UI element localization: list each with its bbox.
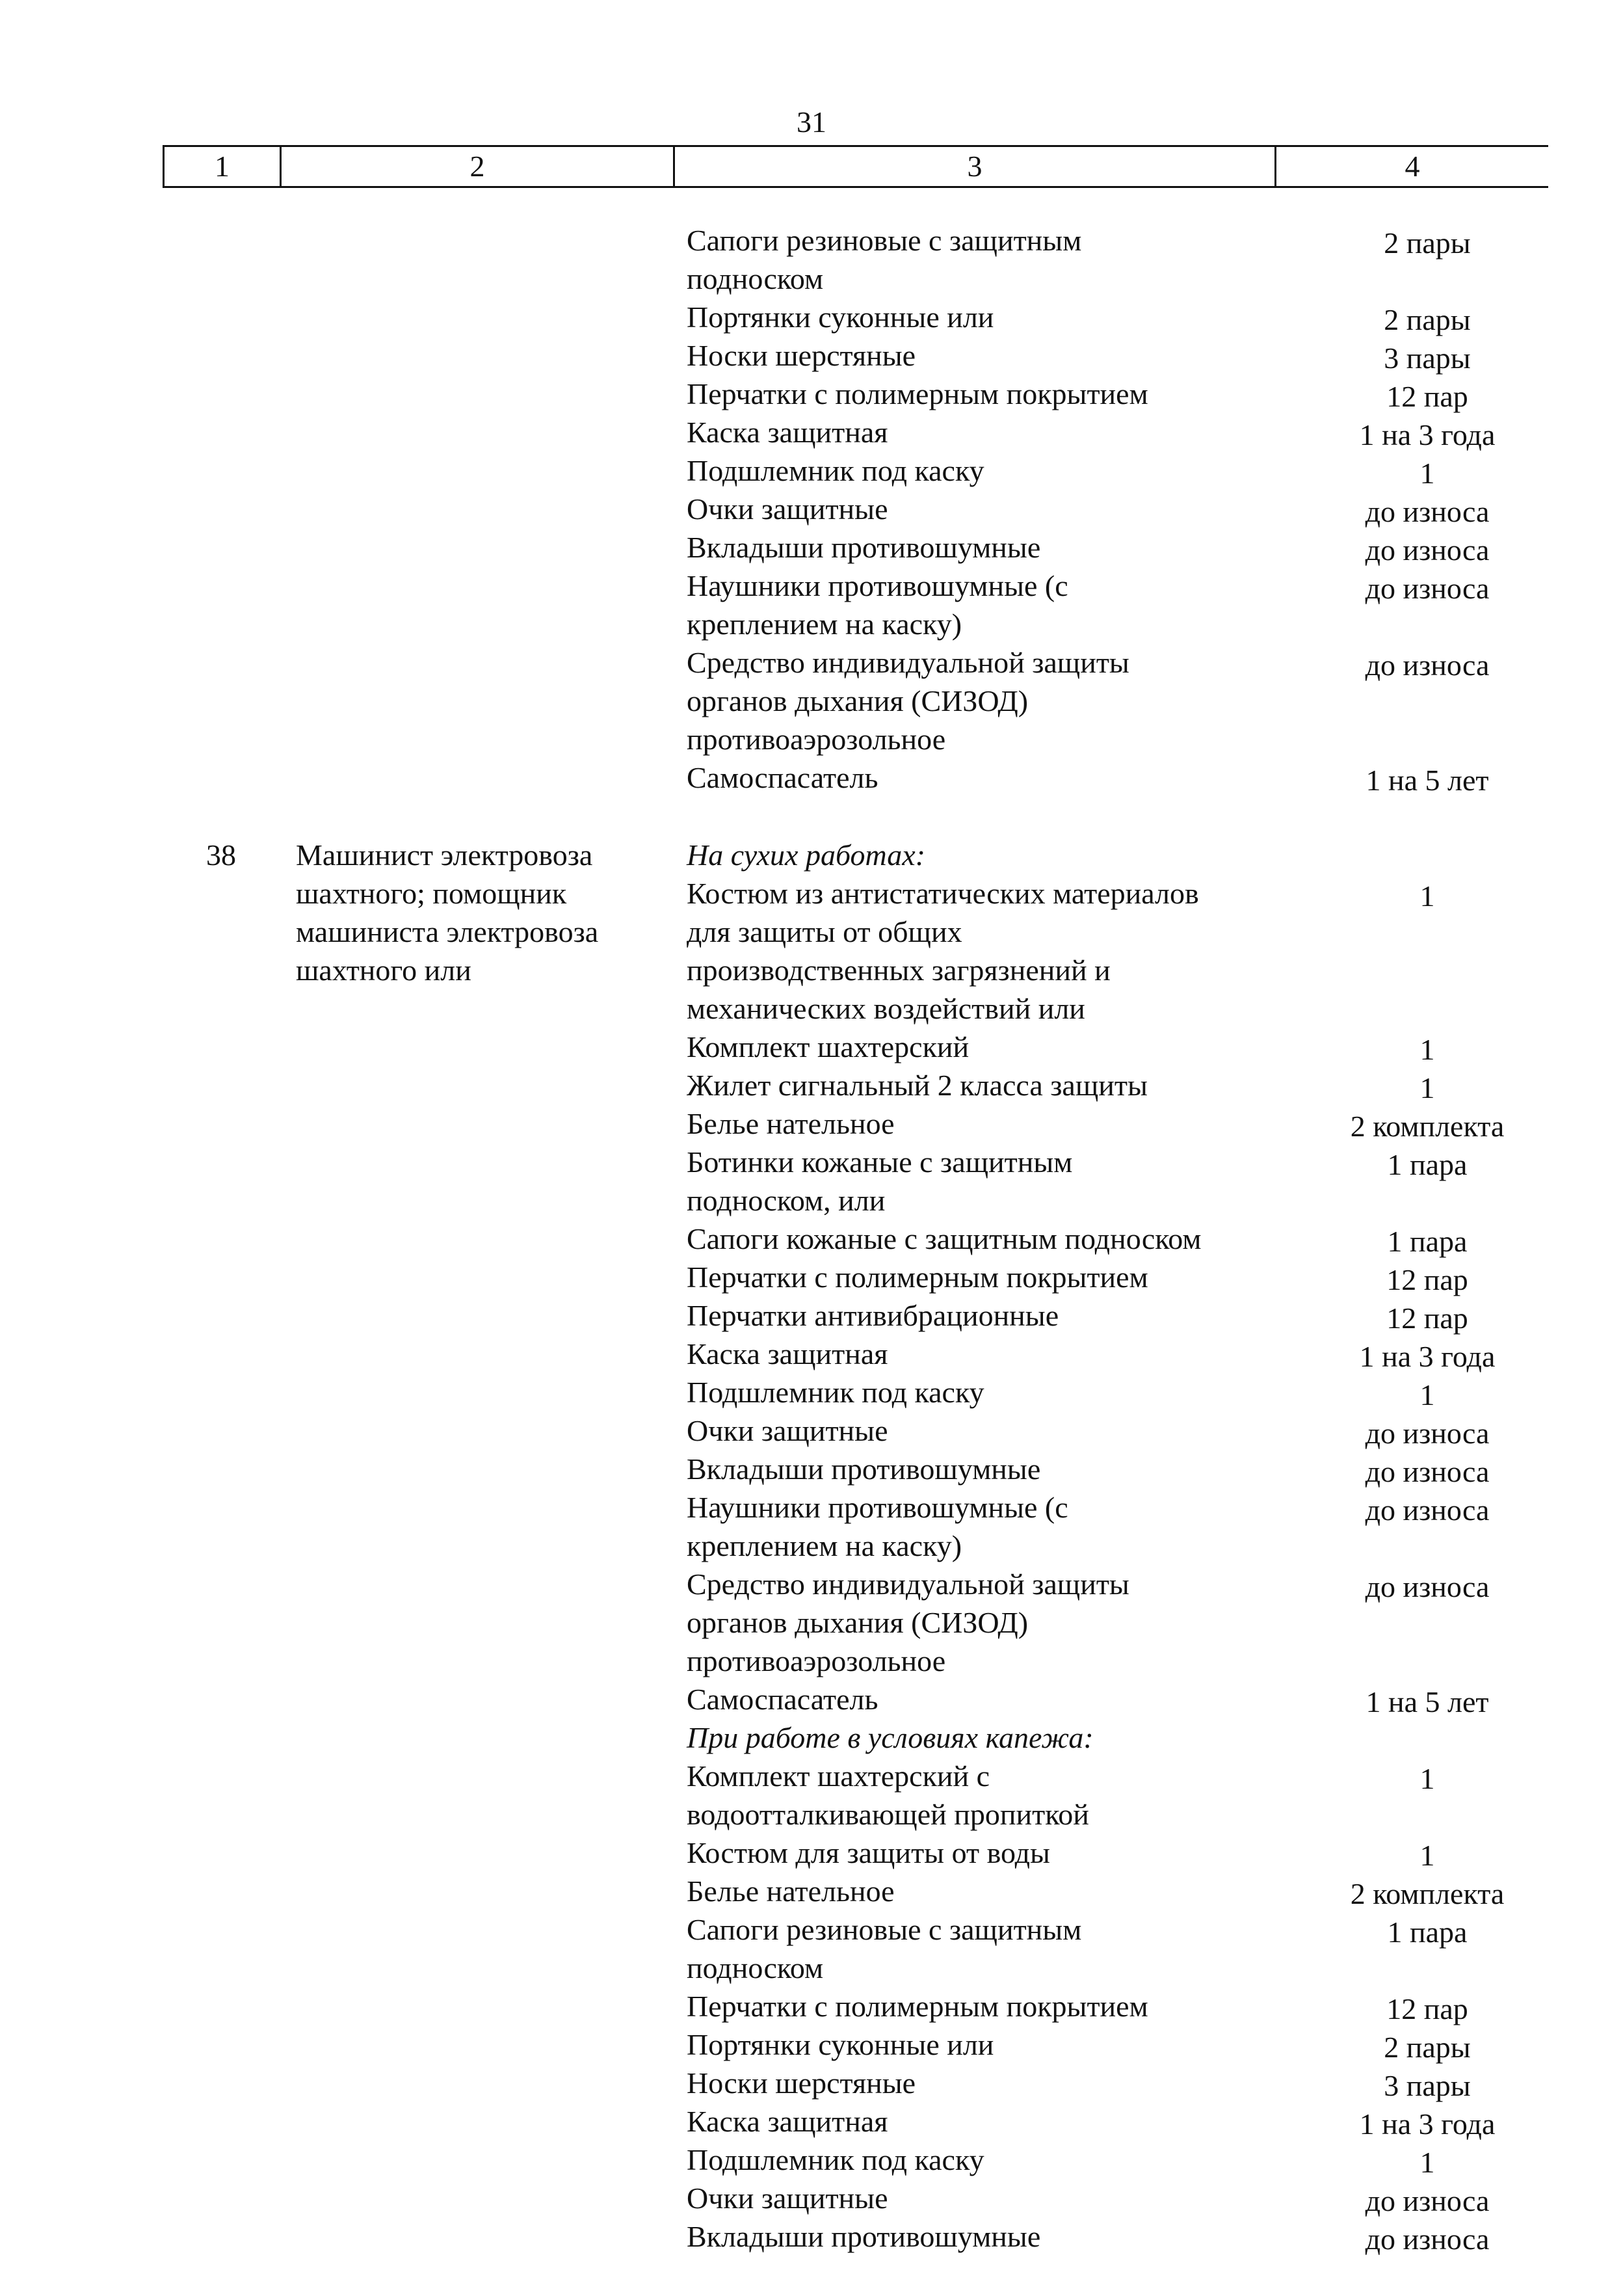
table-row [0,874,1623,1028]
ppe-item-name: Вкладыши противошумные [687,1452,1041,1486]
ppe-issue-norm: до износа [1365,2184,1490,2217]
table-row [0,1066,1623,1104]
ppe-item-name: Вкладыши противошумные [687,2220,1041,2253]
ppe-issue-norm: до износа [1365,533,1490,567]
header-col-1: 1 [165,147,282,186]
ppe-issue-norm: 1 [1419,1071,1435,1104]
table-row [0,1143,1623,1220]
ppe-item-name: Перчатки с полимерным покрытием [687,377,1148,410]
ppe-item-name: Портянки суконные или [687,2028,994,2061]
ppe-item-name: Перчатки с полимерным покрытием [687,1990,1148,2023]
ppe-item-name: Подшлемник под каску [687,2143,984,2176]
table-row [0,2217,1623,2256]
table-row [0,1411,1623,1450]
table-row [0,1488,1623,1565]
ppe-item-name: Каска защитная [687,1337,888,1370]
ppe-issue-norm: 1 [1419,1762,1435,1795]
ppe-issue-norm: 1 пара [1387,1148,1468,1181]
ppe-issue-norm: 12 пар [1386,1992,1468,2025]
table-row [0,1718,1623,1757]
table-row [0,1220,1623,1258]
ppe-item-name: Комплект шахтерский с водоотталкивающей пропиткой [687,1759,1089,1831]
ppe-item-name: Ботинки кожаные с защитным подноском, или [687,1145,1073,1217]
table-row [0,2141,1623,2179]
ppe-item-name: Белье нательное [687,1107,895,1140]
ppe-issue-norm: 1 [1419,879,1435,913]
ppe-issue-norm: 1 пара [1387,1225,1468,1258]
table-row [0,567,1623,643]
table-row [0,451,1623,490]
ppe-issue-norm: 12 пар [1386,1302,1468,1335]
ppe-item-name: Каска защитная [687,416,888,449]
table-row [0,1335,1623,1373]
profession-name: Машинист электровоза шахтного; помощник машиниста электровоза шахтного или [296,838,599,987]
table-row [0,1258,1623,1296]
table-row [0,1910,1623,1987]
ppe-issue-norm: 2 комплекта [1350,1877,1505,1910]
table-row [0,221,1623,298]
table-row [0,2179,1623,2217]
ppe-issue-norm: 1 [1419,1033,1435,1066]
ppe-issue-norm: 1 [1419,1378,1435,1411]
ppe-item-name: Сапоги резиновые с защитным подноском [687,1913,1082,1984]
ppe-issue-norm: 12 пар [1386,1263,1468,1296]
ppe-item-name: Наушники противошумные (с креплением на каску) [687,1491,1068,1562]
ppe-issue-norm: 1 на 5 лет [1366,1685,1489,1718]
ppe-issue-norm: до износа [1365,648,1490,682]
table-row [0,490,1623,528]
ppe-issue-norm: до износа [1365,495,1490,528]
ppe-issue-norm: до износа [1365,1570,1490,1603]
table-row [0,2102,1623,2141]
ppe-item-name: Очки защитные [687,2182,888,2215]
ppe-issue-norm: до износа [1365,572,1490,605]
ppe-item-name: Наушники противошумные (с креплением на каску) [687,569,1068,641]
ppe-issue-norm: 2 комплекта [1350,1110,1505,1143]
table-body [0,221,1623,2256]
table-row [0,2025,1623,2064]
table-row [0,1373,1623,1411]
ppe-item-name: Средство индивидуальной защиты органов дыхания (СИЗОД) противоаэрозольное [687,1568,1129,1677]
table-row [0,1104,1623,1143]
ppe-issue-norm: 2 пары [1384,303,1471,336]
table-row [0,336,1623,375]
ppe-item-name: Очки защитные [687,492,888,526]
table-row [0,1450,1623,1488]
table-row [0,1028,1623,1066]
table-row [0,643,1623,758]
ppe-issue-norm: 1 [1419,2146,1435,2179]
header-col-3: 3 [675,147,1276,186]
ppe-item-name: Сапоги резиновые с защитным подноском [687,224,1082,295]
table-block [0,221,1623,797]
ppe-item-name: Очки защитные [687,1414,888,1447]
ppe-item-name: Жилет сигнальный 2 класса защиты [687,1069,1148,1102]
table-row [0,528,1623,567]
ppe-item-name: Носки шерстяные [687,339,916,372]
row-number: 38 [206,838,236,872]
ppe-issue-norm: 1 на 5 лет [1366,764,1489,797]
ppe-issue-norm: до износа [1365,1493,1490,1527]
ppe-item-name: Костюм из антистатических материалов для защиты от общих производственных загрязнений и механических воздействий или [687,877,1199,1025]
ppe-issue-norm [1274,836,1580,838]
table-row [0,1987,1623,2025]
ppe-issue-norm: до износа [1365,1417,1490,1450]
ppe-item-name: Самоспасатель [687,761,878,794]
table-row [0,2064,1623,2102]
block-gap [0,797,1623,836]
table-block [0,836,1623,2256]
section-subheading: При работе в условиях капежа: [687,1721,1094,1754]
ppe-item-name: Сапоги кожаные с защитным подноском [687,1222,1202,1255]
table-row [0,1834,1623,1872]
ppe-issue-norm: 1 [1419,1839,1435,1872]
section-subheading: На сухих работах: [687,838,926,872]
table-row [0,1757,1623,1834]
ppe-issue-norm: 12 пар [1386,380,1468,413]
table-header [163,145,1548,188]
ppe-issue-norm: до износа [1365,2223,1490,2256]
ppe-issue-norm: 1 [1419,457,1435,490]
ppe-issue-norm: 3 пары [1384,341,1471,375]
ppe-item-name: Перчатки антивибрационные [687,1299,1059,1332]
ppe-item-name: Перчатки с полимерным покрытием [687,1261,1148,1294]
table-row [0,1680,1623,1718]
ppe-item-name: Портянки суконные или [687,300,994,334]
table-row [0,836,1623,874]
ppe-item-name: Комплект шахтерский [687,1030,970,1063]
table-row [0,375,1623,413]
ppe-issue-norm: до износа [1365,1455,1490,1488]
ppe-issue-norm: 1 на 3 года [1359,418,1496,451]
ppe-item-name: Подшлемник под каску [687,454,984,487]
ppe-item-name: Подшлемник под каску [687,1376,984,1409]
table-row [0,1872,1623,1910]
ppe-item-name: Белье нательное [687,1875,895,1908]
page-number: 31 [797,105,826,139]
header-col-2: 2 [282,147,675,186]
ppe-issue-norm: 1 пара [1387,1916,1468,1949]
ppe-item-name: Каска защитная [687,2105,888,2138]
ppe-issue-norm: 1 на 3 года [1359,1340,1496,1373]
ppe-item-name: Вкладыши противошумные [687,531,1041,564]
ppe-issue-norm: 2 пары [1384,226,1471,260]
ppe-issue-norm: 3 пары [1384,2069,1471,2102]
ppe-item-name: Костюм для защиты от воды [687,1836,1050,1869]
table-row [0,1296,1623,1335]
ppe-item-name: Носки шерстяные [687,2066,916,2100]
table-row [0,758,1623,797]
table-row [0,413,1623,451]
ppe-issue-norm: 1 на 3 года [1359,2107,1496,2141]
ppe-issue-norm [1274,1718,1580,1721]
ppe-item-name: Самоспасатель [687,1683,878,1716]
table-row [0,298,1623,336]
ppe-item-name: Средство индивидуальной защиты органов дыхания (СИЗОД) противоаэрозольное [687,646,1129,756]
table-row [0,1565,1623,1680]
header-col-4: 4 [1405,150,1420,183]
ppe-issue-norm: 2 пары [1384,2031,1471,2064]
